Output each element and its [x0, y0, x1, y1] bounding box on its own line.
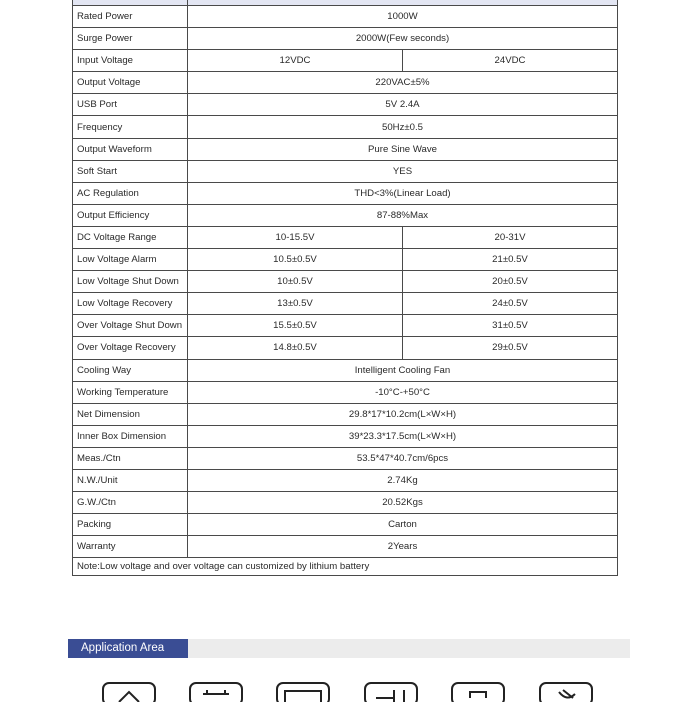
spec-value: Carton — [188, 514, 618, 536]
table-row — [73, 94, 618, 116]
spec-value: 87-88%Max — [188, 204, 618, 226]
spec-value: 39*23.3*17.5cm(L×W×H) — [188, 425, 618, 447]
spec-value: 5V 2.4A — [188, 94, 618, 116]
spec-label: Soft Start — [73, 160, 188, 182]
table-row — [73, 447, 618, 469]
table-row — [73, 469, 618, 491]
spec-value: 220VAC±5% — [188, 72, 618, 94]
spec-value-12v: 13±0.5V — [188, 293, 403, 315]
spec-value-12v: 12VDC — [188, 50, 403, 72]
spec-label: Working Temperature — [73, 381, 188, 403]
battery-icon — [189, 680, 243, 702]
note-row — [73, 558, 618, 576]
spec-value-24v: 20-31V — [403, 226, 618, 248]
satellite-dish-icon — [539, 680, 593, 702]
table-row — [73, 315, 618, 337]
spec-value-24v: 24±0.5V — [403, 293, 618, 315]
note-text: Note:Low voltage and over voltage can customized by lithium battery — [73, 558, 618, 576]
table-row — [73, 271, 618, 293]
spec-label: Surge Power — [73, 28, 188, 50]
spec-value: THD<3%(Linear Load) — [188, 182, 618, 204]
spec-value: 2000W(Few seconds) — [188, 28, 618, 50]
application-area-band — [68, 639, 630, 658]
spec-value: 20.52Kgs — [188, 492, 618, 514]
spec-label: Output Voltage — [73, 72, 188, 94]
table-row — [73, 204, 618, 226]
table-row — [73, 28, 618, 50]
spec-label: Over Voltage Recovery — [73, 337, 188, 359]
microwave-icon — [276, 680, 330, 702]
spec-label: DC Voltage Range — [73, 226, 188, 248]
table-row — [73, 226, 618, 248]
solar-panel-icon — [364, 680, 418, 702]
spec-value: 2Years — [188, 536, 618, 558]
spec-value-12v: 10.5±0.5V — [188, 249, 403, 271]
application-area-title: Application Area — [68, 639, 188, 658]
spec-label: Warranty — [73, 536, 188, 558]
spec-label: Rated Power — [73, 6, 188, 28]
table-row — [73, 514, 618, 536]
table-row — [73, 116, 618, 138]
spec-label: Inner Box Dimension — [73, 425, 188, 447]
spec-label: Frequency — [73, 116, 188, 138]
spec-label: AC Regulation — [73, 182, 188, 204]
spec-label: N.W./Unit — [73, 469, 188, 491]
spec-label: Meas./Ctn — [73, 447, 188, 469]
spec-value-24v: 29±0.5V — [403, 337, 618, 359]
spec-value: YES — [188, 160, 618, 182]
table-row — [73, 6, 618, 28]
spec-label: Output Waveform — [73, 138, 188, 160]
table-row — [73, 160, 618, 182]
table-row — [73, 381, 618, 403]
spec-value: 53.5*47*40.7cm/6pcs — [188, 447, 618, 469]
table-row — [73, 249, 618, 271]
table-row — [73, 536, 618, 558]
spec-label: Output Efficiency — [73, 204, 188, 226]
spec-label: Over Voltage Shut Down — [73, 315, 188, 337]
table-row — [73, 72, 618, 94]
spec-value-24v: 20±0.5V — [403, 271, 618, 293]
table-row — [73, 425, 618, 447]
spec-value-24v: 24VDC — [403, 50, 618, 72]
spec-value-12v: 14.8±0.5V — [188, 337, 403, 359]
table-row — [73, 403, 618, 425]
spec-value: Intelligent Cooling Fan — [188, 359, 618, 381]
spec-value-12v: 15.5±0.5V — [188, 315, 403, 337]
spec-label: Packing — [73, 514, 188, 536]
house-icon — [102, 680, 156, 702]
spec-label: Input Voltage — [73, 50, 188, 72]
spec-value-24v: 31±0.5V — [403, 315, 618, 337]
spec-table-body — [73, 0, 618, 576]
spec-label: Low Voltage Recovery — [73, 293, 188, 315]
spec-value: 1000W — [188, 6, 618, 28]
spec-value: 29.8*17*10.2cm(L×W×H) — [188, 403, 618, 425]
spec-value: 2.74Kg — [188, 469, 618, 491]
spec-label: Low Voltage Shut Down — [73, 271, 188, 293]
table-row — [73, 359, 618, 381]
spec-table — [72, 0, 618, 576]
spec-value-24v: 21±0.5V — [403, 249, 618, 271]
table-row — [73, 293, 618, 315]
table-row — [73, 138, 618, 160]
spec-label: Cooling Way — [73, 359, 188, 381]
table-row — [73, 337, 618, 359]
spec-label: USB Port — [73, 94, 188, 116]
car-icon — [451, 680, 505, 702]
spec-label: Low Voltage Alarm — [73, 249, 188, 271]
spec-value: 50Hz±0.5 — [188, 116, 618, 138]
spec-value-12v: 10±0.5V — [188, 271, 403, 293]
spec-label: Net Dimension — [73, 403, 188, 425]
table-row — [73, 492, 618, 514]
table-row — [73, 50, 618, 72]
spec-label: G.W./Ctn — [73, 492, 188, 514]
spec-value: Pure Sine Wave — [188, 138, 618, 160]
table-row — [73, 182, 618, 204]
spec-value: -10°C-+50°C — [188, 381, 618, 403]
spec-value-12v: 10-15.5V — [188, 226, 403, 248]
